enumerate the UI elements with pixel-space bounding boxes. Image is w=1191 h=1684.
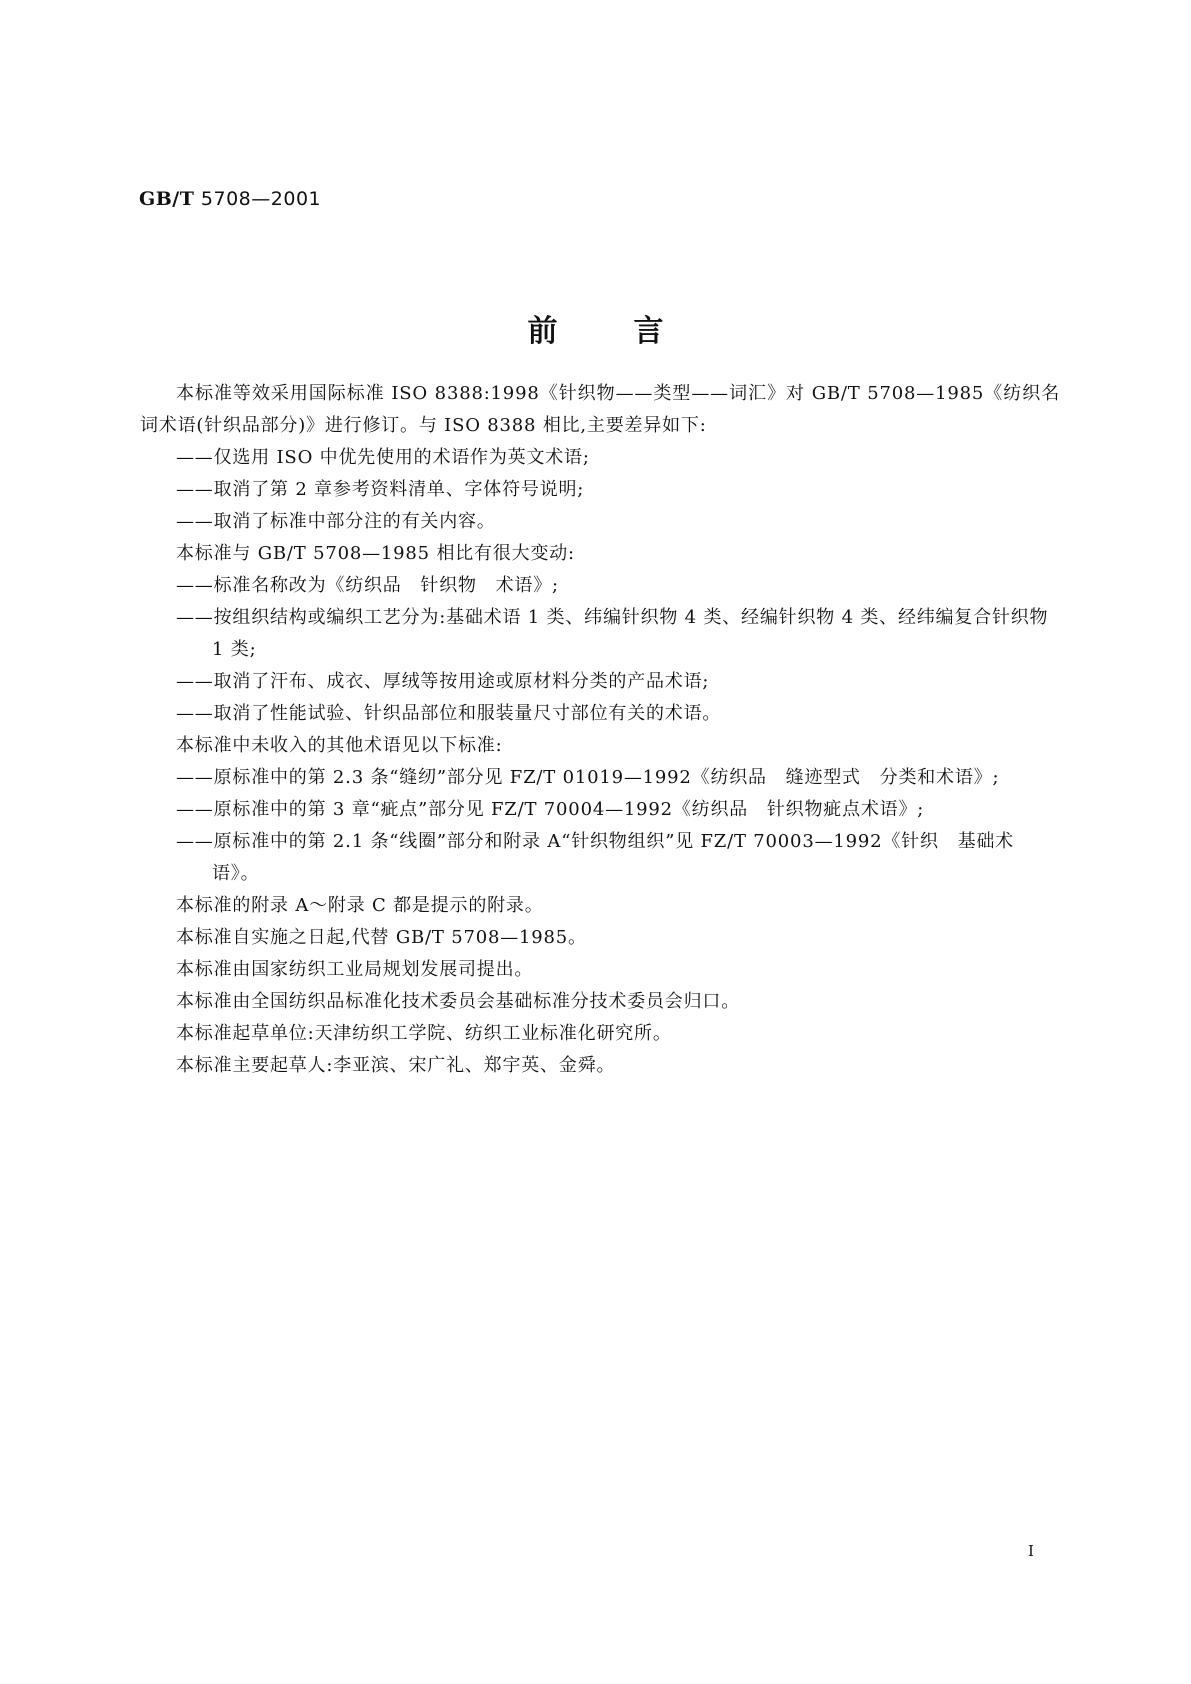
- foreword-body: [140, 378, 1060, 1082]
- list-item: ——取消了性能试验、针织品部位和服装量尺寸部位有关的术语。: [176, 703, 722, 724]
- paragraph-adoption: 本标准等效采用国际标准 ISO 8388:1998《针织物——类型——词汇》对 GB/T 5708—1985《纺织名词术语(针织品部分)》进行修订。与 ISO 8388 相比,主要差异如下:: [140, 383, 1060, 436]
- list-item: ——取消了第 2 章参考资料清单、字体符号说明;: [176, 479, 585, 500]
- paragraph-proposer: 本标准由国家纺织工业局规划发展司提出。: [176, 959, 534, 980]
- list-item: ——取消了标准中部分注的有关内容。: [176, 511, 496, 532]
- list-item: ——标准名称改为《纺织品 针织物 术语》;: [176, 575, 559, 596]
- paragraph-supersede: 本标准自实施之日起,代替 GB/T 5708—1985。: [176, 927, 587, 948]
- standard-code: 5708—2001: [194, 188, 322, 210]
- standard-number: [139, 188, 321, 210]
- list-item: ——原标准中的第 3 章“疵点”部分见 FZ/T 70004—1992《纺织品 针织物疵点术语》;: [176, 799, 925, 820]
- list-item: ——原标准中的第 2.3 条“缝纫”部分见 FZ/T 01019—1992《纺织品 缝迹型式 分类和术语》;: [176, 767, 1000, 788]
- standard-prefix: GB/T: [139, 188, 195, 210]
- paragraph-committee: 本标准由全国纺织品标准化技术委员会基础标准分技术委员会归口。: [176, 991, 740, 1012]
- list-item: ——原标准中的第 2.1 条“线圈”部分和附录 A“针织物组织”见 FZ/T 70003—1992《针织 基础术语》。: [176, 831, 1014, 884]
- paragraph-drafters: 本标准主要起草人:李亚滨、宋广礼、郑宇英、金舜。: [176, 1055, 616, 1076]
- paragraph-excluded: 本标准中未收入的其他术语见以下标准:: [176, 735, 503, 756]
- paragraph-drafting-unit: 本标准起草单位:天津纺织工学院、纺织工业标准化研究所。: [176, 1023, 672, 1044]
- list-item: ——按组织结构或编织工艺分为:基础术语 1 类、纬编针织物 4 类、经编针织物 4 类、经纬编复合针织物 1 类;: [176, 607, 1049, 660]
- list-item: ——取消了汗布、成衣、厚绒等按用途或原材料分类的产品术语;: [176, 671, 710, 692]
- page-number: I: [1028, 1542, 1034, 1560]
- paragraph-annex: 本标准的附录 A～附录 C 都是提示的附录。: [176, 895, 544, 916]
- paragraph-changes: 本标准与 GB/T 5708—1985 相比有很大变动:: [176, 543, 575, 564]
- page-title: 前言: [527, 314, 740, 349]
- list-item: ——仅选用 ISO 中优先使用的术语作为英文术语;: [176, 447, 590, 468]
